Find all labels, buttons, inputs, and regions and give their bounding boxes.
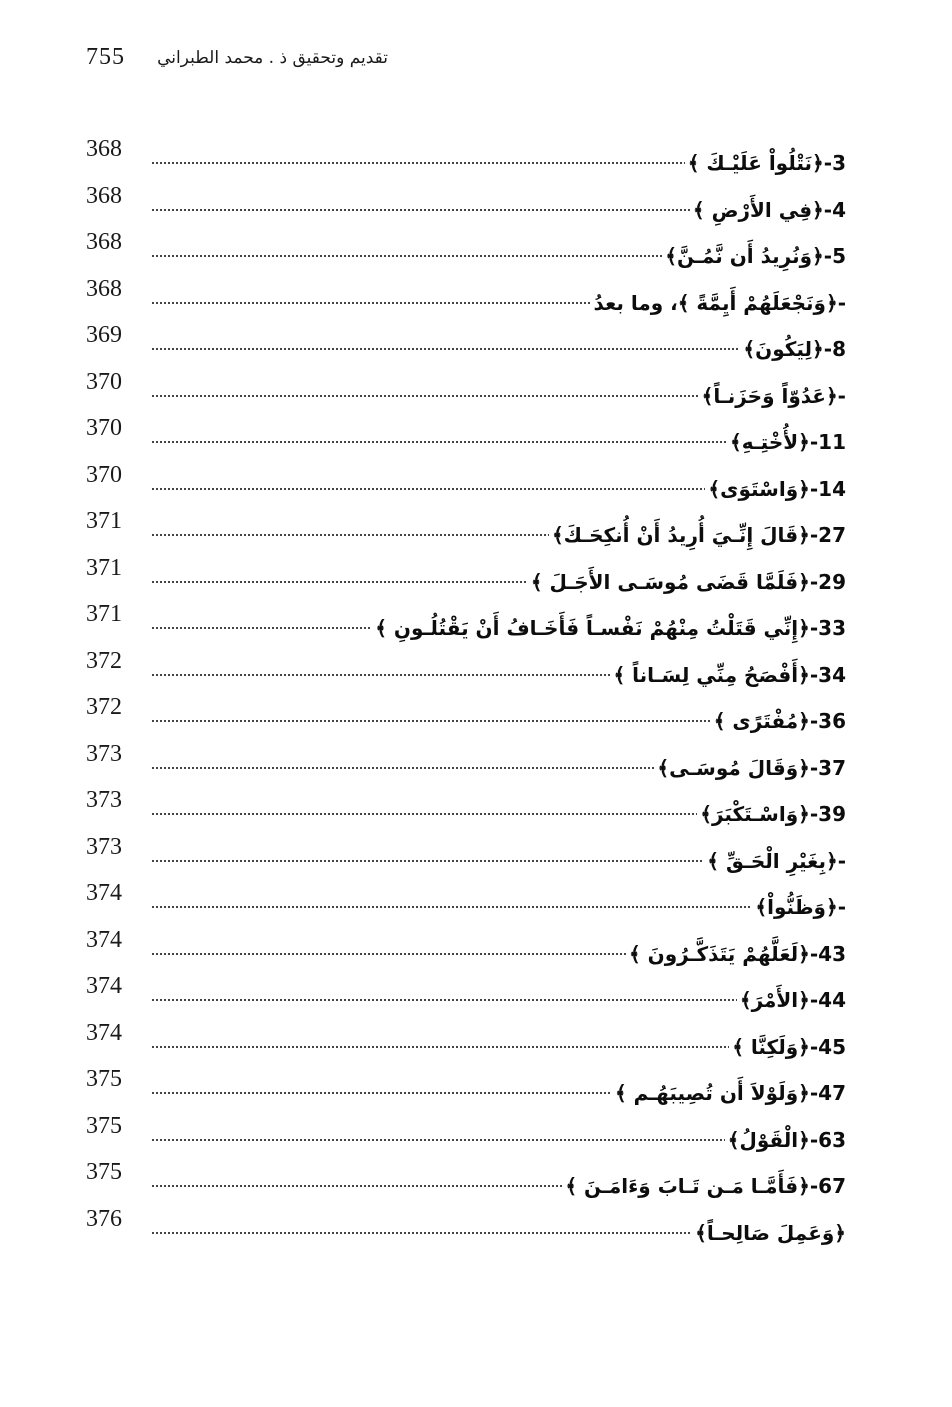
toc-entry-label: 4-﴿فِي الأَرْضِ ﴾	[690, 195, 846, 225]
toc-page-number: 375	[86, 1066, 122, 1092]
toc-page-number: 368	[86, 275, 122, 302]
toc-entry-label: 43-﴿لَعَلَّهُمْ يَتَذَكَّـرُونَ ﴾	[626, 939, 846, 969]
toc-row	[86, 322, 846, 369]
toc-entry-label: 36-﴿مُفْتَرًى ﴾	[711, 706, 846, 736]
toc-entry-label: 34-﴿أَفْصَحُ مِنِّي لِسَـاناً ﴾	[610, 660, 846, 690]
toc-row	[86, 694, 846, 741]
dot-leader	[152, 906, 846, 908]
toc-page-number: 376	[86, 1205, 122, 1232]
toc-entry-label: -﴿عَدُوّاً وَحَزَنـاً﴾	[699, 381, 846, 411]
toc-entry-label: 27-﴿قَالَ إِنِّـيَ أُرِيدُ أَنْ أُنكِحَـكَ﴾	[549, 520, 846, 550]
toc-row	[86, 601, 846, 648]
toc-entry-label: 29-﴿فَلَمَّا قَضَى مُوسَـى الأَجَـلَ ﴾	[528, 567, 846, 597]
table-of-contents	[86, 136, 846, 1252]
toc-entry-label: 39-﴿وَاسْـتَكْبَرَ﴾	[697, 799, 846, 829]
toc-row	[86, 973, 846, 1020]
toc-row	[86, 927, 846, 974]
toc-row	[86, 276, 846, 323]
toc-page-number: 373	[86, 833, 122, 860]
toc-entry-label: 33-﴿إِنِّي قَتَلْتُ مِنْهُمْ نَفْسـاً فَأَخَـافُ أَنْ يَقْتُلُـونِ ﴾	[372, 613, 846, 643]
toc-page-number: 374	[86, 1019, 122, 1046]
toc-entry-label: 47-﴿وَلَوْلاَ أَن تُصِيبَهُـم ﴾	[612, 1078, 846, 1108]
toc-page-number: 372	[86, 647, 122, 674]
toc-entry-label: 5-﴿وَنُرِيدُ أَن نَّمُـنَّ﴾	[662, 241, 846, 271]
toc-row	[86, 555, 846, 602]
toc-page-number: 374	[86, 880, 122, 906]
toc-row	[86, 787, 846, 834]
toc-row	[86, 1206, 846, 1253]
toc-page-number: 374	[86, 926, 122, 953]
toc-entry-label: 37-﴿وَقَالَ مُوسَـى﴾	[654, 753, 846, 783]
toc-entry-label: -﴿بِغَيْرِ الْحَـقِّ ﴾	[704, 846, 846, 876]
toc-page-number: 369	[86, 322, 122, 348]
toc-row	[86, 1066, 846, 1113]
toc-page-number: 368	[86, 136, 122, 162]
page-number: 755	[86, 44, 125, 70]
toc-page-number: 374	[86, 973, 122, 999]
toc-entry-label: 8-﴿لِيَكُونَ﴾	[740, 334, 846, 364]
toc-row	[86, 462, 846, 509]
toc-page-number: 371	[86, 508, 122, 534]
toc-row	[86, 741, 846, 788]
toc-row	[86, 880, 846, 927]
toc-entry-label: 11-﴿لأُخْتِـهِ﴾	[727, 427, 846, 457]
toc-row	[86, 1159, 846, 1206]
toc-row	[86, 1020, 846, 1067]
toc-entry-label: -﴿وَظَنُّواْ﴾	[752, 892, 846, 922]
toc-entry-label: 44-﴿الأَمْرَ﴾	[737, 985, 846, 1015]
running-title: تقديم وتحقيق ذ . محمد الطبراني	[157, 48, 388, 68]
toc-page-number: 371	[86, 601, 122, 627]
toc-row	[86, 415, 846, 462]
toc-page-number: 370	[86, 368, 122, 395]
toc-entry-label: 45-﴿وَلَكِنَّا ﴾	[729, 1032, 846, 1062]
toc-page-number: 368	[86, 229, 122, 255]
toc-page-number: 375	[86, 1112, 122, 1139]
toc-row	[86, 369, 846, 416]
toc-entry-label: 14-﴿وَاسْتَوَى﴾	[705, 474, 846, 504]
toc-page-number: 368	[86, 182, 122, 209]
toc-entry-label: 63-﴿الْقَوْلُ﴾	[725, 1125, 846, 1155]
toc-page-number: 370	[86, 461, 122, 488]
toc-page-number: 371	[86, 554, 122, 581]
toc-page-number: 373	[86, 787, 122, 813]
toc-entry-label: 3-﴿نَتْلُواْ عَلَيْـكَ ﴾	[685, 148, 846, 178]
toc-row	[86, 183, 846, 230]
toc-row	[86, 648, 846, 695]
toc-row	[86, 508, 846, 555]
page-header	[0, 0, 952, 110]
toc-row	[86, 229, 846, 276]
toc-page-number: 372	[86, 694, 122, 720]
toc-row	[86, 834, 846, 881]
toc-page-number: 373	[86, 740, 122, 767]
toc-row	[86, 136, 846, 183]
toc-row	[86, 1113, 846, 1160]
toc-entry-label: -﴿وَنَجْعَلَهُمْ أَيِمَّةً ﴾، وما بعدُ	[591, 288, 846, 318]
toc-page-number: 375	[86, 1159, 122, 1185]
toc-entry-label: ﴿وَعَمِلَ صَالِحـاً﴾	[692, 1218, 846, 1248]
toc-page-number: 370	[86, 415, 122, 441]
toc-entry-label: 67-﴿فَأَمَّـا مَـن تَـابَ وَءَامَـنَ ﴾	[562, 1171, 846, 1201]
